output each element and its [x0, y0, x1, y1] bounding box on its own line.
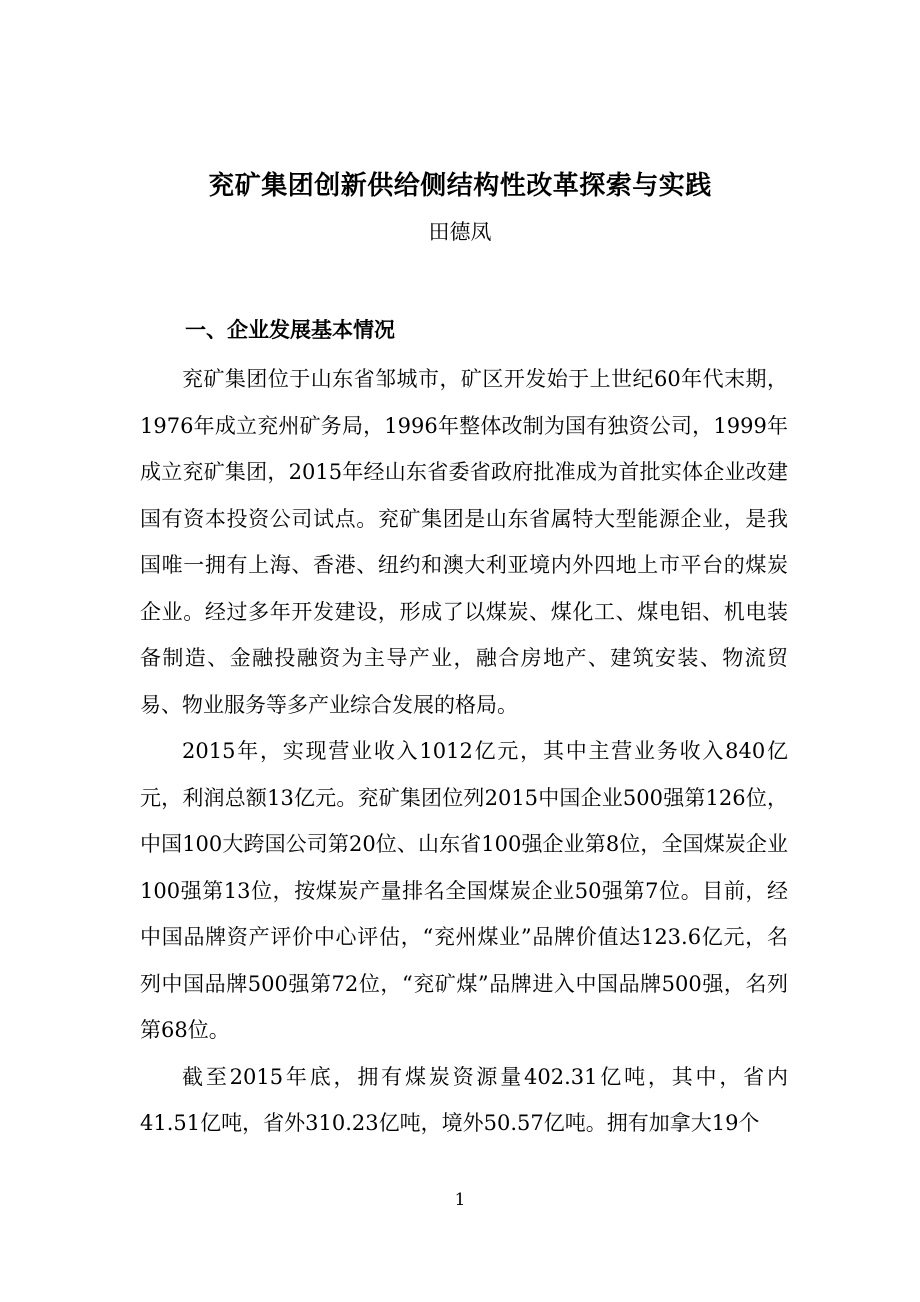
page-number: 1 [454, 1190, 466, 1210]
document-author: 田德凤 [428, 220, 492, 244]
paragraph-resources: 截至2015年底，拥有煤炭资源量402.31亿吨，其中，省内41.51亿吨，省外310.23亿吨，境外50.57亿吨。拥有加拿大19个 [140, 1064, 788, 1135]
paragraph-financials: 2015年，实现营业收入1012亿元，其中主营业务收入840亿元，利润总额13亿元。兖矿集团位列2015中国企业500强第126位，中国100大跨国公司第20位、山东省100强企业第8位，全国煤炭企业100强第13位，按煤炭产量排名全国煤炭企业50强第7位。目前，经中国品牌资产评价中心评估，“兖州煤业”品牌价值达123.6亿元，名列中国品牌500强第72位，“兖矿煤”品牌进入中国品牌500强，名列第68位。 [140, 739, 788, 1042]
body-text [140, 356, 788, 1147]
document-title: 兖矿集团创新供给侧结构性改革探索与实践 [208, 171, 712, 201]
paragraph-intro: 兖矿集团位于山东省邹城市，矿区开发始于上世纪60年代末期，1976年成立兖州矿务局，1996年整体改制为国有独资公司，1999年成立兖矿集团，2015年经山东省委省政府批准成为首批实体企业改建国有资本投资公司试点。兖矿集团是山东省属特大型能源企业，是我国唯一拥有上海、香港、纽约和澳大利亚境内外四地上市平台的煤炭企业。经过多年开发建设，形成了以煤炭、煤化工、煤电铝、机电装备制造、金融投融资为主导产业，融合房地产、建筑安装、物流贸易、物业服务等多产业综合发展的格局。 [140, 367, 788, 717]
section-heading: 一、企业发展基本情况 [185, 318, 395, 342]
